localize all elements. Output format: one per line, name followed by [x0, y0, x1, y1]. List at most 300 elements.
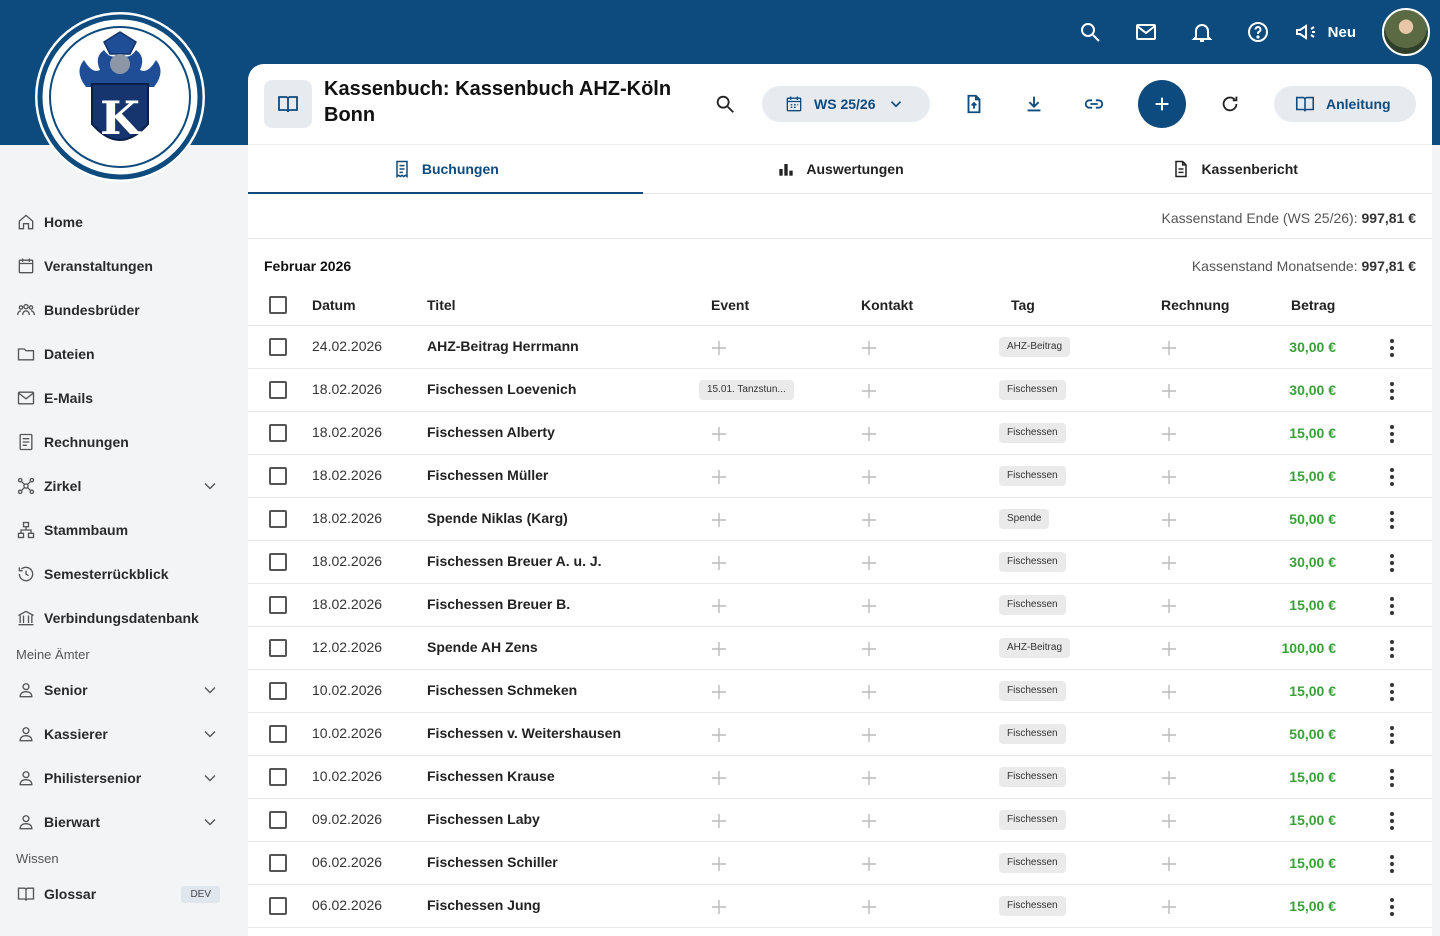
- semester-label: WS 25/26: [814, 96, 876, 112]
- row-amount: 15,00 €: [1289, 898, 1336, 914]
- tag-chip[interactable]: Fischessen: [999, 423, 1066, 443]
- plus-icon: [860, 855, 878, 873]
- row-date: 18.02.2026: [312, 553, 383, 569]
- plus-icon: [710, 425, 728, 443]
- book-button[interactable]: [264, 80, 312, 128]
- chevron-down-icon[interactable]: [200, 812, 220, 832]
- table-row[interactable]: [248, 885, 1432, 928]
- plus-icon: [710, 468, 728, 486]
- row-date: 24.02.2026: [312, 338, 383, 354]
- add-invoice-button[interactable]: [1160, 640, 1178, 658]
- more-options-button[interactable]: [1382, 767, 1402, 789]
- plus-icon: [710, 855, 728, 873]
- bell-icon[interactable]: [1182, 12, 1222, 52]
- row-amount: 15,00 €: [1289, 812, 1336, 828]
- row-checkbox[interactable]: [269, 725, 287, 743]
- add-invoice-button[interactable]: [1160, 511, 1178, 529]
- row-amount: 15,00 €: [1289, 425, 1336, 441]
- sidebar-item-semesterrueckblick[interactable]: [0, 552, 240, 596]
- plus-icon: [1160, 597, 1178, 615]
- table-header: [248, 286, 1432, 326]
- row-title[interactable]: Fischessen Laby: [427, 811, 540, 827]
- row-title[interactable]: Fischessen Jung: [427, 897, 541, 913]
- sidebar-item-home[interactable]: [0, 200, 240, 244]
- row-amount: 50,00 €: [1289, 511, 1336, 527]
- add-invoice-button[interactable]: [1160, 855, 1178, 873]
- tag-chip[interactable]: Fischessen: [999, 595, 1066, 615]
- more-vert-icon: [1382, 767, 1402, 789]
- tag-chip[interactable]: Fischessen: [999, 767, 1066, 787]
- add-event-button[interactable]: [710, 554, 728, 572]
- add-event-button[interactable]: [710, 726, 728, 744]
- row-checkbox[interactable]: [269, 811, 287, 829]
- more-vert-icon: [1382, 337, 1402, 359]
- sidebar: [0, 200, 240, 916]
- column-header-tag[interactable]: Tag: [1011, 297, 1035, 313]
- add-event-button[interactable]: [710, 339, 728, 357]
- more-options-button[interactable]: [1382, 380, 1402, 402]
- sidebar-item-zirkel[interactable]: [0, 464, 240, 508]
- add-invoice-button[interactable]: [1160, 726, 1178, 744]
- plus-icon: [860, 597, 878, 615]
- row-date: 10.02.2026: [312, 768, 383, 784]
- column-header-datum[interactable]: Datum: [312, 297, 356, 313]
- tab-label: Kassenbericht: [1201, 161, 1298, 177]
- tag-chip[interactable]: Fischessen: [999, 681, 1066, 701]
- plus-icon: [1160, 769, 1178, 787]
- add-event-button[interactable]: [710, 683, 728, 701]
- table-row[interactable]: [248, 799, 1432, 842]
- person-icon: [16, 680, 36, 700]
- plus-icon: [1160, 640, 1178, 658]
- tag-chip[interactable]: Fischessen: [999, 552, 1066, 572]
- mail-icon[interactable]: [1126, 12, 1166, 52]
- plus-icon: [710, 554, 728, 572]
- megaphone-icon: [1294, 20, 1318, 44]
- plus-icon: [710, 683, 728, 701]
- more-options-button[interactable]: [1382, 681, 1402, 703]
- more-vert-icon: [1382, 896, 1402, 918]
- file-upload-icon: [963, 93, 985, 115]
- table-row[interactable]: [248, 455, 1432, 498]
- sidebar-item-label: Bierwart: [44, 814, 101, 830]
- sidebar-item-label: Semesterrückblick: [44, 566, 169, 582]
- plus-icon: [1160, 339, 1178, 357]
- more-options-button[interactable]: [1382, 552, 1402, 574]
- add-contact-button[interactable]: [860, 468, 878, 486]
- more-vert-icon: [1382, 638, 1402, 660]
- upload-file-button[interactable]: [954, 84, 994, 124]
- tab-label: Buchungen: [421, 161, 499, 177]
- row-checkbox[interactable]: [269, 467, 287, 485]
- sidebar-item-bundesbrueder[interactable]: [0, 288, 240, 332]
- more-options-button[interactable]: [1382, 896, 1402, 918]
- tag-chip[interactable]: Fischessen: [999, 380, 1066, 400]
- plus-icon: [710, 339, 728, 357]
- sidebar-item-veranstaltungen[interactable]: [0, 244, 240, 288]
- search-icon[interactable]: [1070, 12, 1110, 52]
- kassenstand-monatsende: [1192, 258, 1416, 274]
- chevron-down-icon[interactable]: [200, 768, 220, 788]
- add-invoice-button[interactable]: [1160, 769, 1178, 787]
- add-invoice-button[interactable]: [1160, 898, 1178, 916]
- row-date: 10.02.2026: [312, 725, 383, 741]
- sidebar-item-philistersenior[interactable]: [0, 756, 240, 800]
- chevron-down-icon[interactable]: [200, 680, 220, 700]
- sidebar-item-label: Philistersenior: [44, 770, 142, 786]
- table-row[interactable]: [248, 756, 1432, 799]
- row-title[interactable]: Fischessen Alberty: [427, 424, 555, 440]
- table-row[interactable]: [248, 627, 1432, 670]
- plus-icon: [1160, 898, 1178, 916]
- tab-auswertungen[interactable]: [643, 145, 1038, 193]
- add-event-button[interactable]: [710, 898, 728, 916]
- svg-text:K: K: [100, 91, 140, 145]
- bar-chart-icon: [776, 159, 796, 179]
- tag-chip[interactable]: Fischessen: [999, 724, 1066, 744]
- book-icon: [276, 92, 300, 116]
- home-icon: [16, 212, 36, 232]
- more-vert-icon: [1382, 681, 1402, 703]
- link-button[interactable]: [1074, 84, 1114, 124]
- plus-icon: [1160, 855, 1178, 873]
- row-title[interactable]: Fischessen Breuer A. u. J.: [427, 553, 602, 569]
- add-event-button[interactable]: [710, 425, 728, 443]
- top-actions: [1054, 12, 1430, 52]
- add-contact-button[interactable]: [860, 898, 878, 916]
- add-contact-button[interactable]: [860, 597, 878, 615]
- plus-icon: [1160, 554, 1178, 572]
- table-row[interactable]: [248, 412, 1432, 455]
- table-row[interactable]: [248, 498, 1432, 541]
- add-invoice-button[interactable]: [1160, 812, 1178, 830]
- add-contact-button[interactable]: [860, 339, 878, 357]
- tag-chip[interactable]: Fischessen: [999, 853, 1066, 873]
- link-icon: [1083, 93, 1105, 115]
- more-vert-icon: [1382, 552, 1402, 574]
- row-title[interactable]: Fischessen Schmeken: [427, 682, 578, 698]
- more-vert-icon: [1382, 380, 1402, 402]
- add-event-button[interactable]: [710, 597, 728, 615]
- main-card: [248, 64, 1432, 936]
- add-invoice-button[interactable]: [1160, 382, 1178, 400]
- plus-icon: [860, 554, 878, 572]
- add-contact-button[interactable]: [860, 726, 878, 744]
- receipt-icon: [16, 432, 36, 452]
- person-icon: [16, 812, 36, 832]
- row-checkbox[interactable]: [269, 682, 287, 700]
- row-date: 12.02.2026: [312, 639, 383, 655]
- folder-icon: [16, 344, 36, 364]
- person-icon: [16, 768, 36, 788]
- row-date: 18.02.2026: [312, 467, 383, 483]
- row-title[interactable]: Fischessen v. Weitershausen: [427, 725, 622, 741]
- tag-chip[interactable]: Fischessen: [999, 810, 1066, 830]
- sidebar-item-dateien[interactable]: [0, 332, 240, 376]
- plus-icon: [860, 640, 878, 658]
- book-icon: [1294, 93, 1316, 115]
- row-checkbox[interactable]: [269, 553, 287, 571]
- more-options-button[interactable]: [1382, 638, 1402, 660]
- row-checkbox[interactable]: [269, 897, 287, 915]
- row-date: 06.02.2026: [312, 897, 383, 913]
- sidebar-item-label: Veranstaltungen: [44, 258, 153, 274]
- row-date: 06.02.2026: [312, 854, 383, 870]
- search-icon: [714, 93, 736, 115]
- plus-icon: [1160, 468, 1178, 486]
- add-invoice-button[interactable]: [1160, 554, 1178, 572]
- chevron-down-icon: [887, 95, 905, 113]
- sidebar-item-senior[interactable]: [0, 668, 240, 712]
- add-event-button[interactable]: [710, 855, 728, 873]
- plus-icon: [1160, 382, 1178, 400]
- sidebar-item-kassierer[interactable]: [0, 712, 240, 756]
- news-button[interactable]: [1294, 20, 1356, 44]
- add-contact-button[interactable]: [860, 769, 878, 787]
- tag-chip[interactable]: Spende: [999, 509, 1049, 529]
- plus-icon: [1160, 425, 1178, 443]
- add-event-button[interactable]: [710, 640, 728, 658]
- sidebar-item-bierwart[interactable]: [0, 800, 240, 844]
- add-event-button[interactable]: [710, 769, 728, 787]
- search-button[interactable]: [705, 84, 745, 124]
- add-contact-button[interactable]: [860, 511, 878, 529]
- sidebar-item-label: Senior: [44, 682, 88, 698]
- kassenstand-monat-value: 997,81 €: [1361, 258, 1416, 274]
- plus-icon: [860, 683, 878, 701]
- table-row[interactable]: [248, 842, 1432, 885]
- add-invoice-button[interactable]: [1160, 597, 1178, 615]
- column-header-betrag[interactable]: Betrag: [1291, 297, 1336, 313]
- sidebar-item-label: Verbindungsdatenbank: [44, 610, 199, 626]
- semester-select[interactable]: [762, 86, 930, 122]
- row-checkbox[interactable]: [269, 338, 287, 356]
- row-amount: 30,00 €: [1289, 554, 1336, 570]
- more-options-button[interactable]: [1382, 423, 1402, 445]
- kassenstand-ende: [1162, 210, 1417, 226]
- plus-icon: [860, 812, 878, 830]
- select-all-checkbox[interactable]: [269, 296, 287, 314]
- column-header-event[interactable]: Event: [711, 297, 750, 313]
- table-row[interactable]: [248, 541, 1432, 584]
- association-logo[interactable]: [34, 12, 206, 182]
- plus-icon: [860, 769, 878, 787]
- table-row[interactable]: [248, 670, 1432, 713]
- booking-table-body: [248, 326, 1432, 928]
- row-title[interactable]: Fischessen Breuer B.: [427, 596, 571, 612]
- sidebar-item-label: Stammbaum: [44, 522, 129, 538]
- row-date: 10.02.2026: [312, 682, 383, 698]
- tab-buchungen[interactable]: [248, 145, 643, 193]
- more-options-button[interactable]: [1382, 509, 1402, 531]
- plus-icon: [710, 769, 728, 787]
- mail-icon: [16, 388, 36, 408]
- section-label-wissen: Wissen: [16, 850, 59, 866]
- add-contact-button[interactable]: [860, 855, 878, 873]
- sidebar-item-verbindungsdatenbank[interactable]: [0, 596, 240, 640]
- section-label-aemter: Meine Ämter: [16, 646, 90, 662]
- add-invoice-button[interactable]: [1160, 425, 1178, 443]
- sidebar-item-label: Kassierer: [44, 726, 108, 742]
- add-invoice-button[interactable]: [1160, 468, 1178, 486]
- row-checkbox[interactable]: [269, 381, 287, 399]
- plus-icon: [1160, 726, 1178, 744]
- user-avatar[interactable]: [1382, 8, 1430, 56]
- add-contact-button[interactable]: [860, 554, 878, 572]
- event-chip[interactable]: 15.01. Tanzstun...: [699, 380, 794, 400]
- sidebar-item-label: E-Mails: [44, 390, 94, 406]
- sidebar-item-stammbaum[interactable]: [0, 508, 240, 552]
- row-checkbox[interactable]: [269, 639, 287, 657]
- more-vert-icon: [1382, 423, 1402, 445]
- row-amount: 15,00 €: [1289, 769, 1336, 785]
- add-invoice-button[interactable]: [1160, 683, 1178, 701]
- row-amount: 15,00 €: [1289, 468, 1336, 484]
- download-button[interactable]: [1014, 84, 1054, 124]
- kassenstand-ende-label: Kassenstand Ende (WS 25/26):: [1161, 210, 1362, 226]
- more-vert-icon: [1382, 853, 1402, 875]
- more-options-button[interactable]: [1382, 724, 1402, 746]
- row-checkbox[interactable]: [269, 510, 287, 528]
- row-date: 09.02.2026: [312, 811, 383, 827]
- row-title[interactable]: Fischessen Müller: [427, 467, 549, 483]
- more-vert-icon: [1382, 810, 1402, 832]
- sidebar-item-label: Home: [44, 214, 83, 230]
- sidebar-item-glossar[interactable]: [0, 872, 240, 916]
- tag-chip[interactable]: Fischessen: [999, 466, 1066, 486]
- tag-chip[interactable]: AHZ-Beitrag: [999, 337, 1070, 357]
- dev-badge: DEV: [181, 886, 220, 903]
- table-row[interactable]: [248, 713, 1432, 756]
- more-options-button[interactable]: [1382, 810, 1402, 832]
- row-amount: 15,00 €: [1289, 683, 1336, 699]
- row-amount: 15,00 €: [1289, 855, 1336, 871]
- table-row[interactable]: [248, 369, 1432, 412]
- hub-icon: [16, 476, 36, 496]
- plus-icon: [1160, 511, 1178, 529]
- row-checkbox[interactable]: [269, 854, 287, 872]
- history-icon: [16, 564, 36, 584]
- calendar-icon: [16, 256, 36, 276]
- plus-icon: [1160, 812, 1178, 830]
- row-checkbox[interactable]: [269, 596, 287, 614]
- sidebar-item-emails[interactable]: [0, 376, 240, 420]
- add-contact-button[interactable]: [860, 812, 878, 830]
- plus-icon: [710, 511, 728, 529]
- row-title[interactable]: Spende Niklas (Karg): [427, 510, 568, 526]
- refresh-icon: [1219, 93, 1241, 115]
- table-row[interactable]: [248, 326, 1432, 369]
- document-icon: [1171, 159, 1191, 179]
- sidebar-item-label: Rechnungen: [44, 434, 129, 450]
- book-icon: [16, 884, 36, 904]
- column-header-titel[interactable]: Titel: [427, 297, 456, 313]
- more-vert-icon: [1382, 466, 1402, 488]
- add-booking-button[interactable]: [1138, 80, 1186, 128]
- row-date: 18.02.2026: [312, 596, 383, 612]
- row-checkbox[interactable]: [269, 768, 287, 786]
- add-event-button[interactable]: [710, 812, 728, 830]
- plus-icon: [860, 898, 878, 916]
- add-event-button[interactable]: [710, 468, 728, 486]
- row-checkbox[interactable]: [269, 424, 287, 442]
- row-title[interactable]: Fischessen Loevenich: [427, 381, 577, 397]
- people-icon: [16, 300, 36, 320]
- plus-icon: [860, 511, 878, 529]
- download-icon: [1023, 93, 1045, 115]
- add-invoice-button[interactable]: [1160, 339, 1178, 357]
- month-label: Februar 2026: [264, 258, 352, 274]
- divider: [248, 238, 1432, 239]
- kassenstand-monat-label: Kassenstand Monatsende:: [1191, 258, 1362, 274]
- row-amount: 30,00 €: [1289, 339, 1336, 355]
- more-vert-icon: [1382, 724, 1402, 746]
- sidebar-item-rechnungen[interactable]: [0, 420, 240, 464]
- more-vert-icon: [1382, 509, 1402, 531]
- tree-icon: [16, 520, 36, 540]
- row-amount: 30,00 €: [1289, 382, 1336, 398]
- institution-icon: [16, 608, 36, 628]
- plus-icon: [860, 425, 878, 443]
- row-title[interactable]: Fischessen Schiller: [427, 854, 558, 870]
- help-icon[interactable]: [1238, 12, 1278, 52]
- refresh-button[interactable]: [1210, 84, 1250, 124]
- sidebar-item-label: Glossar: [44, 886, 97, 902]
- page-title: Kassenbuch: Kassenbuch AHZ-Köln Bonn: [324, 78, 672, 126]
- column-header-rechnung[interactable]: Rechnung: [1161, 297, 1230, 313]
- tab-kassenbericht[interactable]: [1037, 145, 1432, 193]
- add-contact-button[interactable]: [860, 640, 878, 658]
- tag-chip[interactable]: Fischessen: [999, 896, 1066, 916]
- add-event-button[interactable]: [710, 511, 728, 529]
- add-contact-button[interactable]: [860, 382, 878, 400]
- more-options-button[interactable]: [1382, 853, 1402, 875]
- anleitung-button[interactable]: [1274, 86, 1416, 122]
- row-title[interactable]: AHZ-Beitrag Herrmann: [427, 338, 579, 354]
- plus-icon: [1160, 683, 1178, 701]
- more-vert-icon: [1382, 595, 1402, 617]
- receipt-long-icon: [392, 159, 412, 179]
- page-header: [248, 64, 1432, 144]
- tab-label: Auswertungen: [806, 161, 904, 177]
- plus-icon: [710, 812, 728, 830]
- tag-chip[interactable]: AHZ-Beitrag: [999, 638, 1070, 658]
- plus-icon: [860, 726, 878, 744]
- row-title[interactable]: Fischessen Krause: [427, 768, 555, 784]
- row-title[interactable]: Spende AH Zens: [427, 639, 538, 655]
- column-header-kontakt[interactable]: Kontakt: [861, 297, 914, 313]
- plus-icon: [710, 898, 728, 916]
- plus-icon: [710, 726, 728, 744]
- plus-icon: [1151, 93, 1173, 115]
- row-date: 18.02.2026: [312, 510, 383, 526]
- chevron-down-icon[interactable]: [200, 724, 220, 744]
- more-options-button[interactable]: [1382, 595, 1402, 617]
- add-contact-button[interactable]: [860, 683, 878, 701]
- chevron-down-icon[interactable]: [200, 476, 220, 496]
- plus-icon: [710, 597, 728, 615]
- row-amount: 100,00 €: [1281, 640, 1336, 656]
- add-contact-button[interactable]: [860, 425, 878, 443]
- calendar-icon: [784, 94, 804, 114]
- plus-icon: [710, 640, 728, 658]
- more-options-button[interactable]: [1382, 466, 1402, 488]
- row-date: 18.02.2026: [312, 381, 383, 397]
- more-options-button[interactable]: [1382, 337, 1402, 359]
- table-row[interactable]: [248, 584, 1432, 627]
- sidebar-item-label: Dateien: [44, 346, 95, 362]
- row-date: 18.02.2026: [312, 424, 383, 440]
